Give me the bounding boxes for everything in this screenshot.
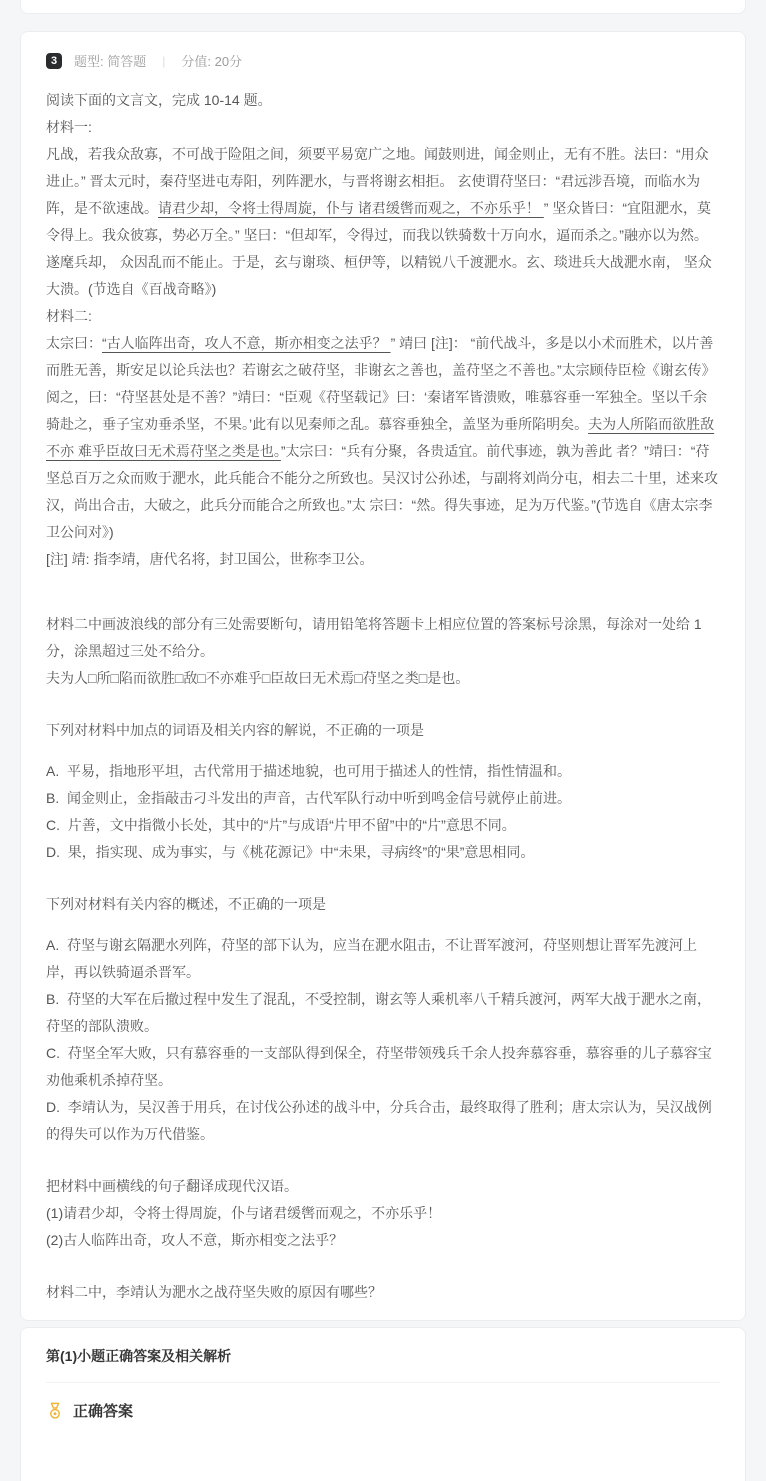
text-segment: 下列对材料有关内容的概述，不正确的一项是 [46,896,326,912]
text-segment: A. 平易，指地形平坦，古代常用于描述地貌，也可用于描述人的性情，指性情温和。 [46,763,572,779]
option-c [46,812,720,839]
text-segment: C. 片善，文中指微小长处，其中的“片”与成语“片甲不留”中的“片”意思不同。 [46,817,516,833]
material-2-paragraph [46,330,720,546]
text-segment: D. 李靖认为，吴汉善于用兵，在讨伐公孙述的战斗中，分兵合击，最终取得了胜利；唐太宗认为，吴汉战例的得失可以作为万代借鉴。 [46,1099,712,1142]
option-c [46,1040,720,1094]
underlined-text: “古人临阵出奇，攻人不意，斯亦相变之法乎？ [102,335,391,351]
text-segment: B. 闻金则止，金指敲击刁斗发出的声音，古代军队行动中听到鸣金信号就停止前进。 [46,790,572,806]
underlined-text: 夫为人所陷而欲胜敌不亦 难乎臣故曰无术焉苻坚之类是也。 [46,416,715,459]
question-content [46,87,720,1306]
translation-sentence-2 [46,1227,720,1254]
question-score-label: 分值: 20分 [181,54,243,69]
text-segment: 夫为人□所□陷而欲胜□敌□不亦难乎□臣故曰无术焉□苻坚之类□是也。 [46,670,470,686]
text-segment: ” 靖曰 [注]： “前代战斗，多是以小术而胜术，以片善而胜无善，斯安足以论兵法也？若谢玄之破苻坚，非谢玄之善也，盖苻坚之不善也。”太宗顾侍臣检《谢玄传》阅之，曰：“苻坚甚处是不善？”靖曰：“臣观《苻坚载记》曰：‘秦诸军皆溃败，唯慕容垂一军独全。坚以千余骑赴之，垂子宝劝垂杀坚，不果。’此有以见秦师之乱。慕容垂独全，盖坚为垂所陷明矣。 [46,335,716,432]
text-segment: ” 坚众皆曰：“宜阻淝水，莫令得上。我众彼寡，势必万全。” 坚曰：“但却军，令得过，而我以铁骑数十万向水，逼而杀之。”融亦以为然。遂麾兵却， 众因乱而不能止。于是，玄与谢琰、桓伊等，以精锐八千渡淝水。玄、琰进兵大战淝水南， 坚众大溃。(节选自《百战奇略》) [46,200,712,297]
header-separator: | [162,53,166,68]
text-segment: (1)请君少却，令将士得周旋，仆与诸君缓辔而观之，不亦乐乎！ [46,1205,442,1221]
text-segment: (2)古人临阵出奇，攻人不意，斯亦相变之法乎？ [46,1232,344,1248]
question-card [20,31,746,1321]
question-words-heading [46,717,720,744]
question-number-badge: 3 [46,53,62,69]
text-segment: 凡战，若我众敌寡，不可战于险阻之间，须要平易宽广之地。闻鼓则进，闻金则止，无有不胜。法曰：“用众进止。” 晋太元时，秦苻坚进屯寿阳，列阵淝水，与晋将谢玄相拒。 玄使谓苻坚曰：“君远涉吾境，而临水为阵，是不欲速战。 [46,146,709,216]
text-segment: [注] 靖: 指李靖，唐代名将，封卫国公，世称李卫公。 [46,551,374,567]
option-d [46,839,720,866]
intro-line [46,87,720,114]
text-segment: D. 果，指实现、成为事实，与《桃花源记》中“未果，寻病终”的“果”意思相同。 [46,844,535,860]
punctuation-sentence [46,665,720,692]
question-header [46,51,720,70]
correct-answer-row [46,1400,720,1421]
option-a [46,758,720,785]
answer-section-title: 第(1)小题正确答案及相关解析 [46,1348,232,1364]
translation-sentence-1 [46,1200,720,1227]
text-segment: C. 苻坚全军大败，只有慕容垂的一支部队得到保全，苻坚带领残兵千余人投奔慕容垂，慕容垂的儿子慕容宝劝他乘机杀掉苻坚。 [46,1045,712,1088]
text-segment: 材料二中画波浪线的部分有三处需要断句，请用铅笔将答题卡上相应位置的答案标号涂黑，每涂对一处给 1 分，涂黑超过三处不给分。 [46,616,706,659]
text-segment: 太宗曰： [46,335,102,351]
medal-icon [46,1402,64,1420]
question-summary-heading [46,891,720,918]
material-2-label [46,303,720,330]
text-segment: A. 苻坚与谢玄隔淝水列阵，苻坚的部下认为，应当在淝水阻击，不让晋军渡河，苻坚则想让晋军先渡河上岸，再以铁骑逼杀晋军。 [46,937,698,980]
underlined-text: 请君少却，令将士得周旋，仆与 诸君缓辔而观之，不亦乐乎！ [158,200,544,216]
text-segment: 材料二中，李靖认为淝水之战苻坚失败的原因有哪些？ [46,1284,382,1300]
text-segment: 阅读下面的文言文，完成 10-14 题。 [46,92,272,108]
text-segment: 材料一: [46,119,92,135]
translation-task [46,1173,720,1200]
note-line [46,546,720,573]
text-segment: B. 苻坚的大军在后撤过程中发生了混乱，不受控制，谢玄等人乘机率八千精兵渡河，两军大战于淝水之南，苻坚的部队溃败。 [46,991,712,1034]
question-type-label: 题型: 简答题 [74,54,147,69]
material-1-paragraph [46,141,720,303]
punctuation-task [46,611,720,665]
answer-section-divider [46,1382,720,1383]
material-1-label [46,114,720,141]
option-b [46,986,720,1040]
text-segment: ”太宗曰：“兵有分聚，各贵适宜。前代事迹，孰为善此 者？”靖曰：“苻坚总百万之众而败于淝水，此兵能合不能分之所致也。吴汉讨公孙述，与副将刘尚分屯，相去二十里，述来攻汉，尚出合击，大破之，此兵分而能合之所致也。”太 宗曰：“然。得失事迹，足为万代鉴。”(节选自《唐太宗李卫公问对》) [46,443,718,540]
answer-section-card [20,1327,746,1481]
correct-answer-label: 正确答案 [73,1403,134,1420]
text-segment: 下列对材料中加点的词语及相关内容的解说，不正确的一项是 [46,722,424,738]
text-segment: 材料二: [46,308,92,324]
option-b [46,785,720,812]
previous-question-card-edge [20,0,746,14]
question-reasons [46,1279,720,1306]
option-a [46,932,720,986]
option-d [46,1094,720,1148]
text-segment: 把材料中画横线的句子翻译成现代汉语。 [46,1178,298,1194]
